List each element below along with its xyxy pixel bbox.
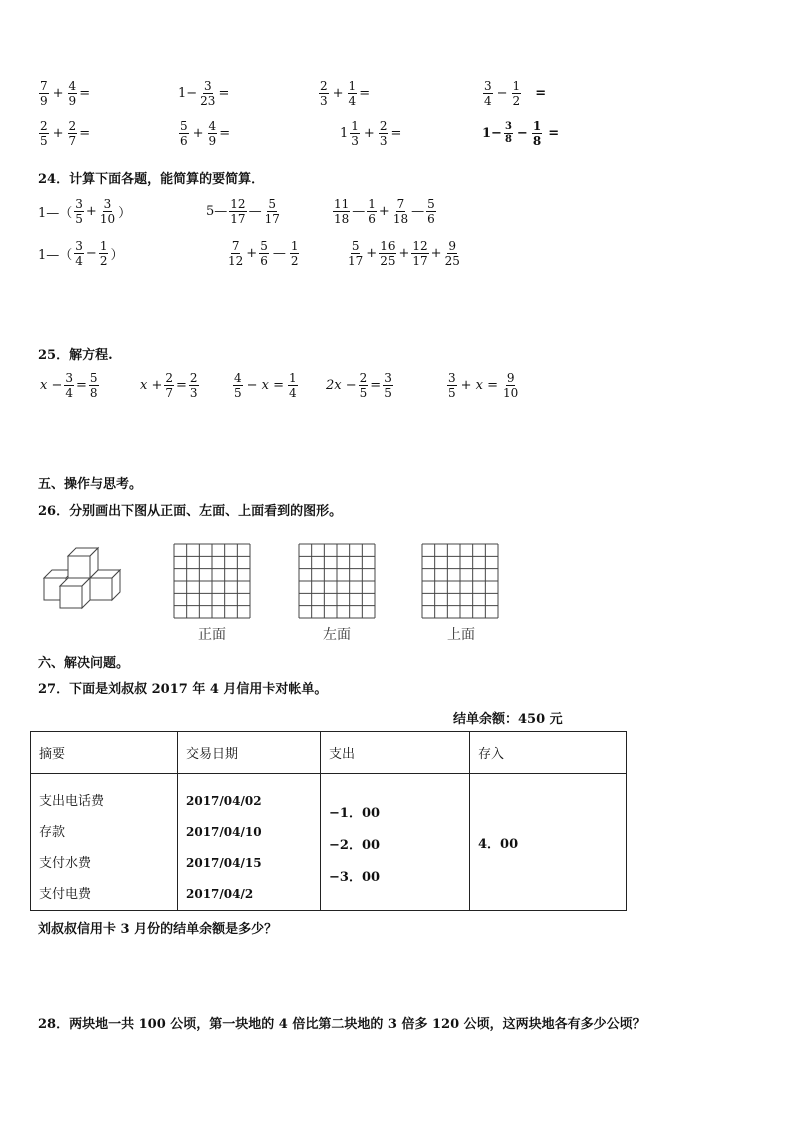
list-item: −1．00 <box>329 806 381 821</box>
list-item: 支付电费 <box>39 887 92 902</box>
statement-balance: 结单余额：450 元 <box>453 712 563 727</box>
q24-heading: 24．计算下面各题，能简算的要简算． <box>38 172 265 187</box>
list-item: −2．00 <box>329 838 381 853</box>
exercise-row2-3: 1 $\frac{1}{3}$ + $\frac{2}{3}$ = <box>340 119 402 148</box>
summary-cell <box>31 774 178 911</box>
q27-question: 刘叔叔信用卡 3 月份的结单余额是多少？ <box>38 922 278 937</box>
exercise-row2-4: 1− $\frac{3}{8}$ − $\frac{1}{8}$ = <box>482 119 560 148</box>
deposit-cell: 4．00 <box>470 774 627 911</box>
q25-eq-5: $\frac{3}{5}$ + x = $\frac{9}{10}$ <box>448 371 519 400</box>
list-item: −3．00 <box>329 870 381 885</box>
q24-expr-6: $\frac{5}{17}$ + $\frac{16}{25}$ + $\frac{12}{17}$ + $\frac{9}{25}$ <box>348 239 460 268</box>
grid-left[interactable] <box>298 543 376 619</box>
caption-top: 上面 <box>447 627 475 643</box>
section-six-title: 六、解决问题。 <box>38 656 130 671</box>
q24-expr-1: 1—（ $\frac{3}{5}$ + $\frac{3}{10}$ ） <box>38 197 132 226</box>
q27-heading: 27．下面是刘叔叔 2017 年 4 月信用卡对帐单。 <box>38 682 328 697</box>
exercise-row1-2: 1− $\frac{3}{23}$ = <box>178 79 230 108</box>
exercise-row2-1: $\frac{2}{5}$ + $\frac{2}{7}$ = <box>40 119 91 148</box>
q25-eq-1: x − $\frac{3}{4}$ = $\frac{5}{8}$ <box>40 371 98 400</box>
q25-heading: 25．解方程. <box>38 348 113 363</box>
header-summary: 摘要 <box>31 732 178 774</box>
q25-eq-2: x + $\frac{2}{7}$ = $\frac{2}{3}$ <box>140 371 198 400</box>
q24-expr-3: $\frac{11}{18}$ — $\frac{1}{6}$ + $\frac{7}{18}$ — $\frac{5}{6}$ <box>334 197 435 226</box>
exercise-row1-4: $\frac{3}{4}$ − $\frac{1}{2}$ = <box>484 79 547 108</box>
cube-stack-figure <box>38 546 128 610</box>
q26-heading: 26．分别画出下图从正面、左面、上面看到的图形。 <box>38 504 343 519</box>
list-item: 2017/04/02 <box>186 794 262 808</box>
section-five-title: 五、操作与思考。 <box>38 477 143 492</box>
list-item: 支付水费 <box>39 856 92 871</box>
q25-eq-3: $\frac{4}{5}$ − x = $\frac{1}{4}$ <box>234 371 297 400</box>
expense-cell <box>321 774 470 911</box>
q25-eq-4: 2x − $\frac{2}{5}$ = $\frac{3}{5}$ <box>326 371 392 400</box>
q24-expr-4: 1—（ $\frac{3}{4}$ − $\frac{1}{2}$ ） <box>38 239 124 268</box>
grid-front[interactable] <box>173 543 251 619</box>
q28-text: 28．两块地一共 100 公顷，第一块地的 4 倍比第二块地的 3 倍多 120 公顷，这两块地各有多少公顷？ <box>38 1017 646 1032</box>
q24-expr-2: 5— $\frac{12}{17}$ — $\frac{5}{17}$ <box>206 197 280 226</box>
header-deposit: 存入 <box>470 732 627 774</box>
header-expense: 支出 <box>321 732 470 774</box>
list-item: 2017/04/10 <box>186 825 262 839</box>
caption-left: 左面 <box>323 627 351 643</box>
list-item: 2017/04/2 <box>186 887 254 901</box>
list-item: 存款 <box>39 825 66 840</box>
list-item: 支出电话费 <box>39 794 105 809</box>
q24-expr-5: $\frac{7}{12}$ + $\frac{5}{6}$ — $\frac{1}{2}$ <box>228 239 299 268</box>
exercise-row2-2: $\frac{5}{6}$ + $\frac{4}{9}$ = <box>180 119 231 148</box>
header-date: 交易日期 <box>178 732 321 774</box>
exercise-row1-3: $\frac{2}{3}$ + $\frac{1}{4}$ = <box>320 79 371 108</box>
grid-top[interactable] <box>421 543 499 619</box>
caption-front: 正面 <box>198 627 226 643</box>
list-item: 2017/04/15 <box>186 856 262 870</box>
exercise-row1-1: $\frac{7}{9}$ + $\frac{4}{9}$ = <box>40 79 91 108</box>
date-cell <box>178 774 321 911</box>
statement-table <box>30 731 627 911</box>
